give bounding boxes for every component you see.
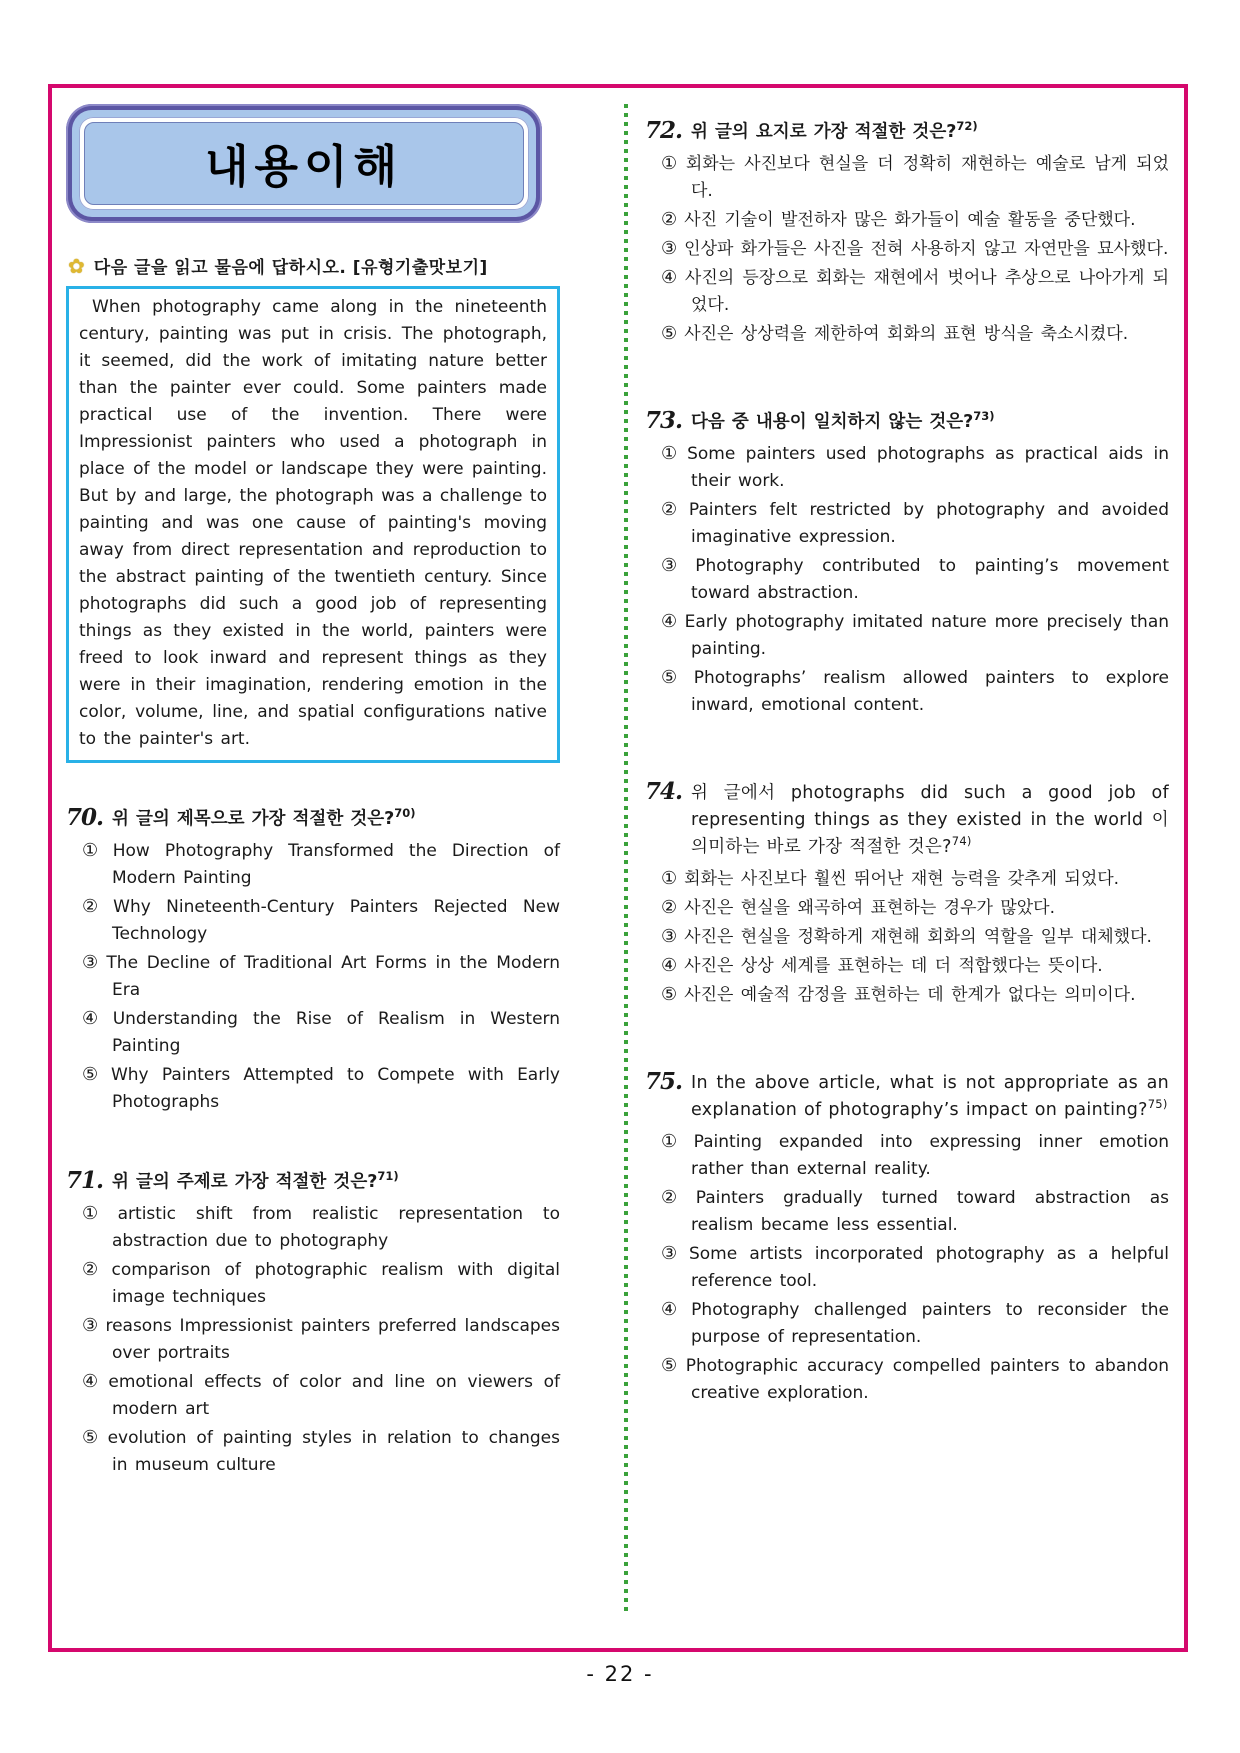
choice-marker: ① [82,1203,111,1224]
choice-marker: ② [661,499,682,520]
choice-marker: ② [661,1187,689,1208]
choice-marker: ⑤ [661,667,687,688]
page-number: - 22 - [586,1662,654,1686]
choice-option [645,150,1169,205]
choice-marker: ③ [82,1315,99,1336]
instruction-text: 다음 글을 읽고 물음에 답하시오. [유형기출맛보기] [93,258,488,278]
question-73 [645,408,1169,719]
choice-marker: ④ [82,1371,102,1392]
choice-option [66,893,560,948]
instruction-row [68,253,560,278]
choice-option [645,496,1169,551]
choice-text: Photography contributed to painting’s movement toward abstraction. [691,556,1169,603]
choice-marker: ② [82,896,107,917]
choice-marker: ③ [661,555,689,576]
choices-list [66,1200,560,1479]
choice-option [645,552,1169,607]
choice-option [66,1256,560,1311]
page-border [48,84,1188,1652]
choice-option [645,608,1169,663]
choice-text: 회화는 사진보다 현실을 더 정확히 재현하는 예술로 남게 되었다. [685,154,1169,201]
choice-option [66,1312,560,1367]
choice-text: Photographic accuracy compelled painters to abandon creative exploration. [685,1356,1169,1403]
choice-marker: ① [82,840,106,861]
question-71 [66,1168,560,1479]
question-75 [645,1069,1169,1407]
choice-text: reasons Impressionist painters preferred landscapes over portraits [105,1316,560,1363]
choice-marker: ⑤ [82,1427,101,1448]
choice-marker: ④ [661,611,678,632]
choice-marker: ② [82,1259,105,1280]
choice-marker: ② [661,897,678,918]
question-footnote: 70) [394,806,416,821]
choice-text: Photographs’ realism allowed painters to explore inward, emotional content. [691,668,1170,715]
question-title: 위 글의 주제로 가장 적절한 것은?$^{71)}$ [112,1169,399,1192]
choice-text: 사진은 상상력을 제한하여 회화의 표현 방식을 축소시켰다. [684,324,1129,344]
choice-marker: ① [661,443,681,464]
question-title: 위 글의 요지로 가장 적절한 것은?$^{72)}$ [691,119,978,142]
section-title-banner [66,104,542,223]
choice-marker: ④ [661,1299,685,1320]
choice-text: 사진은 상상 세계를 표현하는 데 더 적합했다는 뜻이다. [684,956,1103,976]
choice-text: Why Nineteenth-Century Painters Rejected New Technology [112,897,560,944]
question-74 [645,779,1169,1009]
choice-marker: ⑤ [661,323,678,344]
choice-text: Painters felt restricted by photography and avoided imaginative expression. [688,500,1169,547]
question-footnote: 71) [377,1169,399,1184]
choice-text: comparison of photographic realism with digital image techniques [111,1260,560,1307]
choices-list [645,1128,1169,1407]
choice-text: 인상파 화가들은 사진을 전혀 사용하지 않고 자연만을 묘사했다. [684,239,1169,259]
choice-text: 회화는 사진보다 훨씬 뛰어난 재현 능력을 갖추게 되었다. [684,869,1120,889]
choice-option [645,440,1169,495]
question-title: 다음 중 내용이 일치하지 않는 것은?$^{73)}$ [691,409,995,432]
choice-option [645,320,1169,348]
question-72 [645,118,1169,348]
choice-option [645,1240,1169,1295]
question-number: 71. [66,1167,104,1194]
choice-option [645,1352,1169,1407]
question-number: 75. [645,1068,683,1095]
choice-option [66,1005,560,1060]
left-column [66,104,560,1479]
passage-text: When photography came along in the nineteenth century, painting was put in crisis. The photograph, it seemed, did the work of imitating nature better than the painter ever could. Some painters made practical use of the invention. There were Impressionist painters who used a photograph in place of the model or landscape they were painting. But by and large, the photograph was a challenge to painting and was one cause of painting's moving away from direct representation and reproduction to the abstract painting of the twentieth century. Since photographs did such a good job of representing things as they existed in the world, painters were freed to look inward and represent things as they were in their imagination, rendering emotion in the color, volume, line, and spatial configurations native to the painter's art. [79,297,547,749]
flower-icon: ✿ [68,253,85,278]
choice-text: Some painters used photographs as practical aids in their work. [687,444,1169,491]
choice-option [645,1296,1169,1351]
choice-text: Painters gradually turned toward abstraction as realism became less essential. [691,1188,1169,1235]
choice-option [645,206,1169,234]
choice-text: artistic shift from realistic representation to abstraction due to photography [112,1204,560,1251]
choice-option [645,1128,1169,1183]
choice-marker: ③ [661,1243,682,1264]
choice-option [645,235,1169,263]
choice-marker: ① [661,868,678,889]
choice-text: Early photography imitated nature more precisely than painting. [684,612,1170,659]
choice-marker: ③ [82,952,100,973]
question-title: In the above article, what is not appropriate as an explanation of photography’s impact on painting?$^{75)}$ [691,1073,1169,1120]
choice-option [645,981,1169,1009]
choice-option [66,949,560,1004]
choice-text: 사진은 예술적 감정을 표현하는 데 한계가 없다는 의미이다. [684,985,1136,1005]
choice-marker: ① [661,1131,687,1152]
question-footnote: 74) [951,834,972,849]
choice-marker: ④ [661,955,678,976]
choice-text: How Photography Transformed the Direction of Modern Painting [112,841,560,888]
passage-box [66,286,560,763]
choice-marker: ④ [82,1008,106,1029]
question-number: 70. [66,804,104,831]
section-title: 내용이해 [205,140,403,193]
question-footnote: 73) [973,409,995,424]
choice-option [645,923,1169,951]
choices-list [645,150,1169,348]
choice-option [645,1184,1169,1239]
choice-option [66,1061,560,1116]
question-70 [66,805,560,1116]
question-title: 위 글의 제목으로 가장 적절한 것은?$^{70)}$ [112,806,416,829]
choice-text: Painting expanded into expressing inner emotion rather than external reality. [691,1132,1169,1179]
question-number: 74. [645,778,683,805]
choice-text: 사진은 현실을 정확하게 재현해 회화의 역할을 일부 대체했다. [684,927,1152,947]
question-footnote: 72) [956,119,978,134]
question-footnote: 75) [1147,1097,1168,1112]
question-title: 위 글에서 photographs did such a good job of representing things as they existed in the world 이 의미하는 바로 가장 적절한 것은?$^{74)}$ [691,783,1169,857]
choice-option [66,1424,560,1479]
choice-text: Why Painters Attempted to Compete with Early Photographs [110,1065,560,1112]
choice-option [645,952,1169,980]
question-number: 72. [645,117,683,144]
choice-option [645,264,1169,319]
choices-list [645,865,1169,1009]
choice-option [66,1368,560,1423]
choice-marker: ④ [661,267,678,288]
choice-text: Photography challenged painters to reconsider the purpose of representation. [691,1300,1169,1347]
choice-option [645,865,1169,893]
two-column-layout [52,88,1184,1648]
choice-text: The Decline of Traditional Art Forms in the Modern Era [106,953,560,1000]
choices-list [645,440,1169,719]
choice-marker: ⑤ [661,1355,679,1376]
choice-text: 사진 기술이 발전하자 많은 화가들이 예술 활동을 중단했다. [684,210,1136,230]
choice-text: 사진은 현실을 왜곡하여 표현하는 경우가 많았다. [684,898,1056,918]
choice-option [645,664,1169,719]
choice-marker: ③ [661,926,678,947]
choice-option [66,837,560,892]
choice-text: emotional effects of color and line on viewers of modern art [108,1372,560,1419]
choice-marker: ⑤ [82,1064,104,1085]
column-divider [624,104,628,1616]
choice-option [66,1200,560,1255]
choice-marker: ② [661,209,678,230]
choice-text: Some artists incorporated photography as a helpful reference tool. [688,1244,1170,1291]
question-number: 73. [645,407,683,434]
choices-list [66,837,560,1116]
choice-option [645,894,1169,922]
choice-text: Understanding the Rise of Realism in Western Painting [112,1009,560,1056]
choice-marker: ⑤ [661,984,678,1005]
choice-text: 사진의 등장으로 회화는 재현에서 벗어나 추상으로 나아가게 되었다. [684,268,1169,315]
choice-marker: ③ [661,238,678,259]
choice-marker: ① [661,153,679,174]
right-column [645,104,1169,1407]
choice-text: evolution of painting styles in relation to changes in museum culture [107,1428,560,1475]
